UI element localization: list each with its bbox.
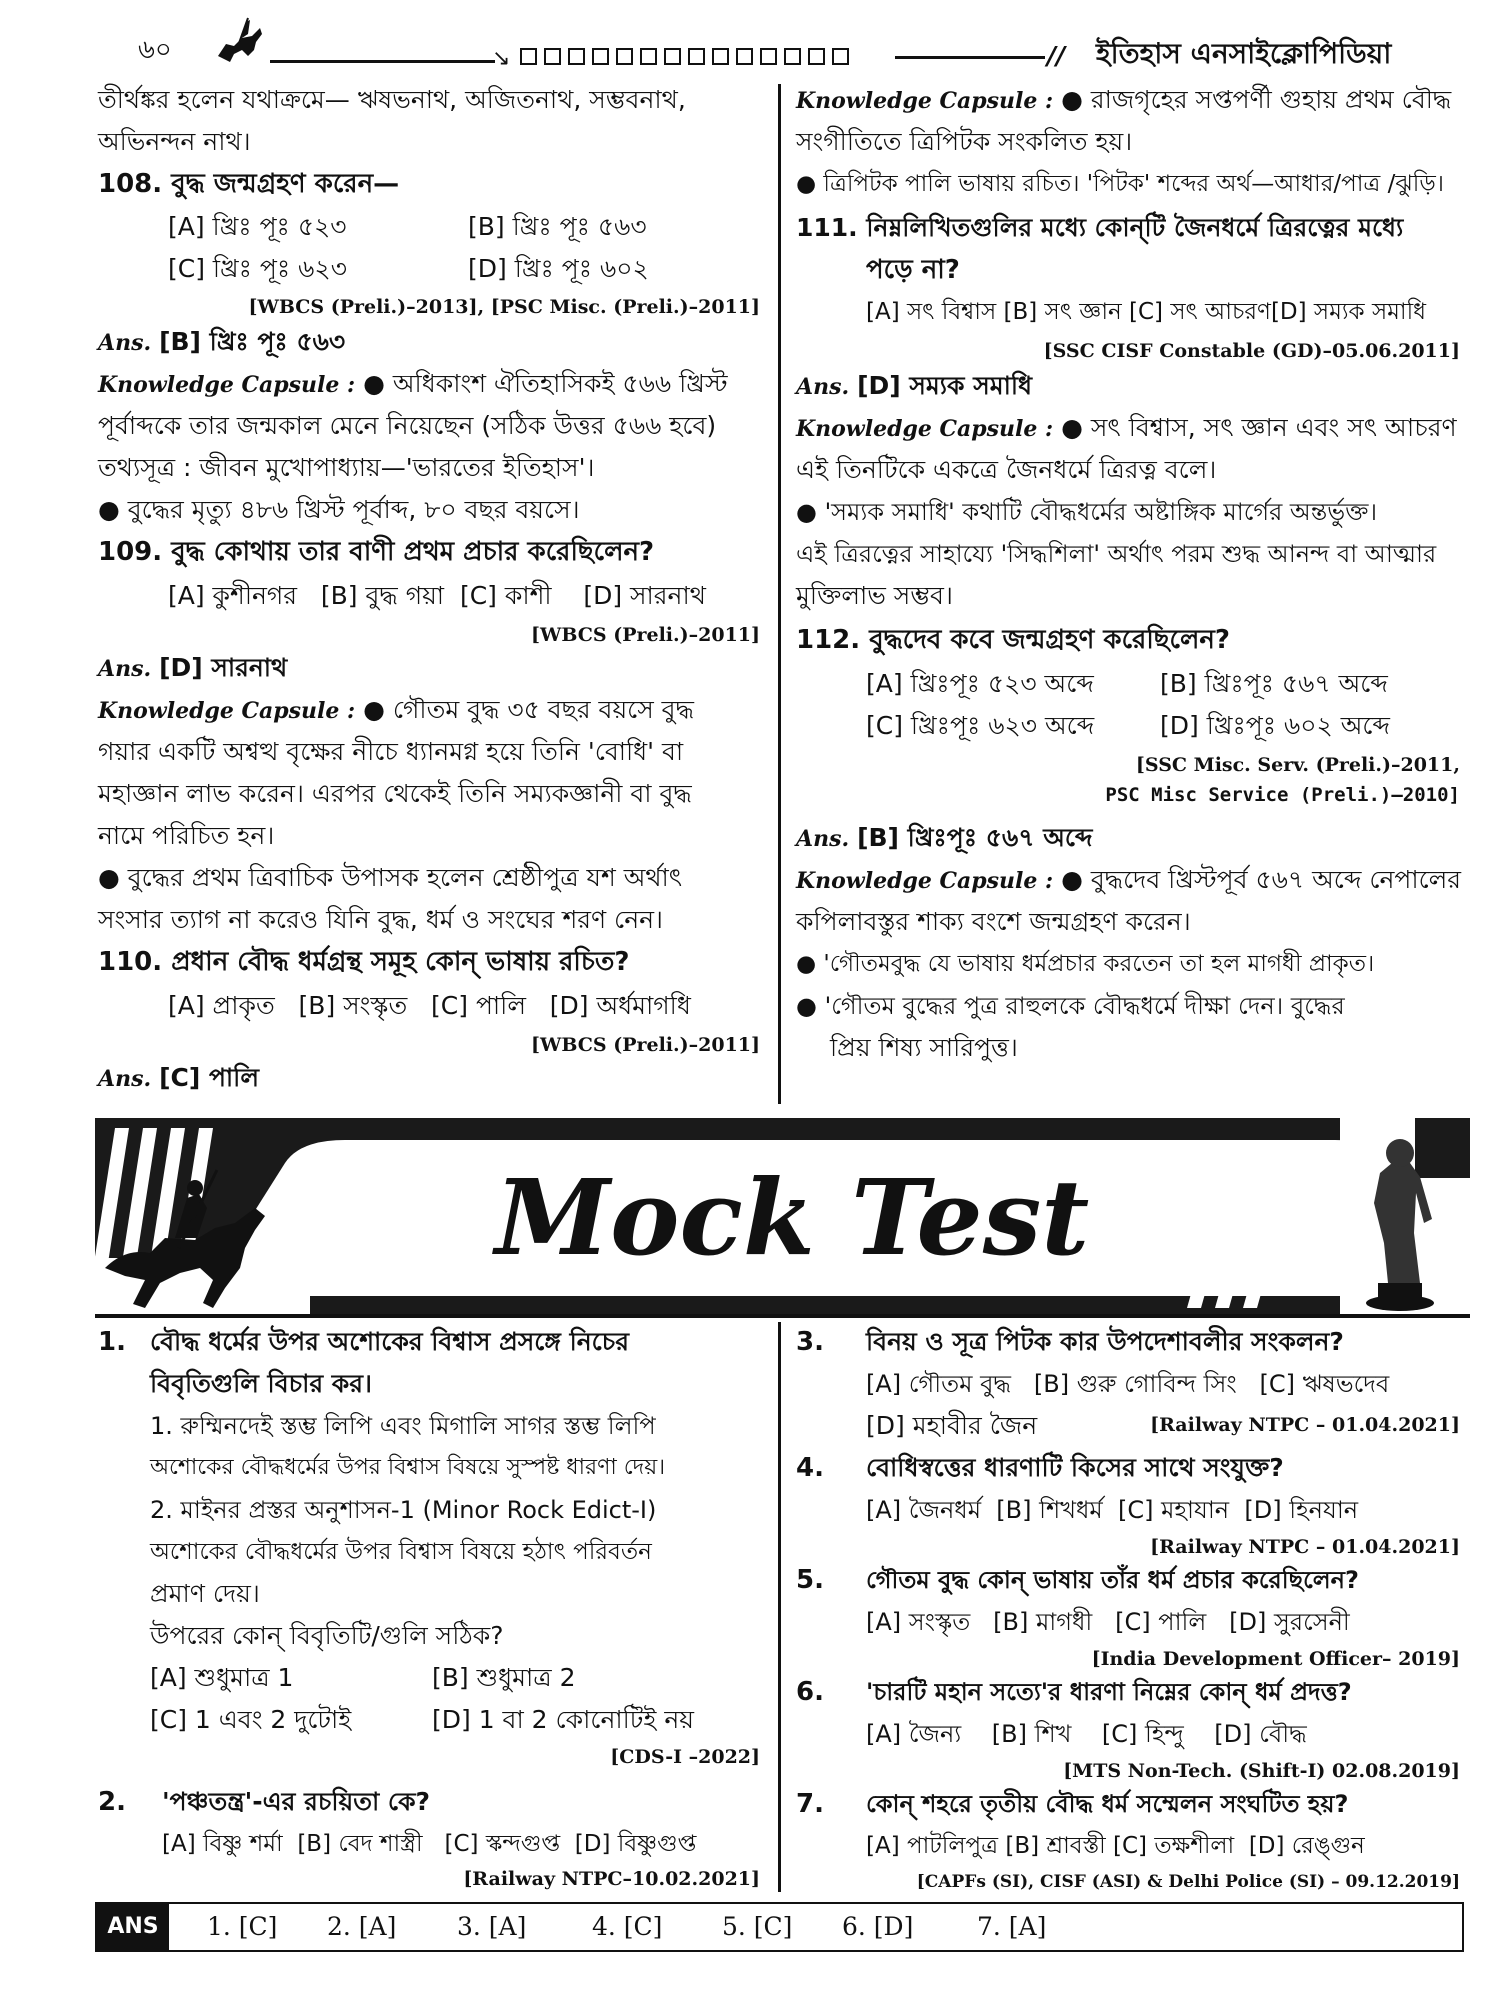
knowledge-capsule: Knowledge Capsule : ● সৎ বিশ্বাস, সৎ জ্ঞান এবং সৎ আচরণ [796, 413, 1457, 442]
capsule-text: পূর্বাব্দকে তার জন্মকাল মেনে নিয়েছেন (সঠিক উত্তর ৫৬৬ হবে) [98, 411, 717, 440]
horse-rider-logo-icon [212, 16, 268, 68]
options: [A] কুশীনগর [B] বুদ্ধ গয়া [C] কাশী [D] সারনাথ [168, 581, 706, 610]
exam-source: [WBCS (Preli.)–2013], [PSC Misc. (Preli.)–2011] [248, 296, 760, 318]
capsule-text: প্রিয় শিষ্য সারিপুত্ত। [830, 1033, 1018, 1062]
answer-key-item: 2. [A] [327, 1912, 397, 1941]
horse-rider-icon [95, 1168, 280, 1318]
mock-q1-text: বিবৃতিগুলি বিচার কর। [150, 1369, 372, 1398]
capsule-text: মহাজ্ঞান লাভ করেন। এরপর থেকেই তিনি সম্যকজ্ঞানী বা বুদ্ধ [98, 779, 692, 808]
capsule-text: ● ত্রিপিটক পালি ভাষায় রচিত। 'পিটক' শব্দের অর্থ—আধার/পাত্র /ঝুড়ি। [796, 171, 1444, 197]
question-112: 112. বুদ্ধদেব কবে জন্মগ্রহণ করেছিলেন? [796, 625, 1230, 655]
mock-q1-ask: উপরের কোন্ বিবৃতিটি/গুলি সঠিক? [150, 1621, 504, 1650]
options: [A] সৎ বিশ্বাস [B] সৎ জ্ঞান [C] সৎ আচরণ[D] সম্যক সমাধি [866, 299, 1427, 325]
question-111: 111. নিম্নলিখিতগুলির মধ্যে কোন্‌টি জৈনধর্মে ত্রিরত্নের মধ্যে [796, 213, 1404, 242]
exam-source: [CAPFs (SI), CISF (ASI) & Delhi Police (SI) – 09.12.2019] [916, 1872, 1460, 1892]
header-squares [520, 44, 890, 68]
book-title: ইতিহাস এনসাইক্লোপিডিয়া [1096, 37, 1392, 70]
mock-q7-number: 7. [796, 1789, 824, 1819]
exam-source: [CDS-I –2022] [610, 1746, 760, 1768]
exam-source: [India Development Officer– 2019] [1091, 1648, 1460, 1670]
question-110: 110. প্রধান বৌদ্ধ ধর্মগ্রন্থ সমূহ কোন্ ভাষায় রচিত? [98, 947, 630, 977]
capsule-text: মুক্তিলাভ সম্ভব। [796, 581, 953, 610]
answer-line: Ans. [D] সারনাথ [98, 653, 288, 682]
options: [A] গৌতম বুদ্ধ [B] গুরু গোবিন্দ সিং [C] ঋষভদেব [866, 1370, 1390, 1398]
mock-q1-text: বৌদ্ধ ধর্মের উপর অশোকের বিশ্বাস প্রসঙ্গে নিচের [150, 1327, 629, 1356]
mock-q4-number: 4. [796, 1453, 824, 1483]
capsule-text: এই ত্রিরত্নের সাহায্যে 'সিদ্ধশিলা' অর্থাৎ পরম শুদ্ধ আনন্দ বা আত্মার [796, 540, 1437, 568]
statement: প্রমাণ দেয়। [150, 1579, 260, 1608]
exam-source: [Railway NTPC – 01.04.2021] [1150, 1536, 1460, 1558]
mock-column-divider [778, 1322, 781, 1892]
knowledge-capsule: Knowledge Capsule : ● রাজগৃহের সপ্তপর্ণী গুহায় প্রথম বৌদ্ধ [796, 85, 1452, 114]
answer-key-label: ANS [97, 1904, 169, 1950]
capsule-text: সংসার ত্যাগ না করেও যিনি বুদ্ধ, ধর্ম ও সংঘের শরণ নেন। [98, 905, 663, 934]
mock-q7-text: কোন্ শহরে তৃতীয় বৌদ্ধ ধর্ম সম্মেলন সংঘটিত হয়? [866, 1790, 1349, 1818]
option: [D] 1 বা 2 কোনোটিই নয় [432, 1705, 694, 1734]
exam-source: [Railway NTPC – 01.04.2021] [1150, 1414, 1460, 1436]
exam-source: [MTS Non-Tech. (Shift-I) 02.08.2019] [1063, 1760, 1460, 1782]
answer-line: Ans. [C] পালি [98, 1063, 259, 1092]
question-109: 109. বুদ্ধ কোথায় তার বাণী প্রথম প্রচার করেছিলেন? [98, 537, 655, 567]
option: [D] খ্রিঃপূঃ ৬০২ অব্দে [1160, 711, 1390, 740]
header-marker: // [1047, 41, 1066, 70]
option: [C] 1 এবং 2 দুটোই [150, 1705, 352, 1734]
exam-source: [SSC Misc. Serv. (Preli.)–2011, [1135, 754, 1460, 776]
option: [C] খ্রিঃ পূঃ ৬২৩ [168, 254, 347, 283]
capsule-text: ● বুদ্ধের প্রথম ত্রিবাচিক উপাসক হলেন শ্রেষ্ঠীপুত্র যশ অর্থাৎ [98, 863, 683, 892]
mock-q1-number: 1. [98, 1327, 126, 1357]
capsule-text: সংগীতিতে ত্রিপিটক সংকলিত হয়। [796, 127, 1133, 156]
mock-q5-text: গৌতম বুদ্ধ কোন্ ভাষায় তাঁর ধর্ম প্রচার করেছিলেন? [866, 1566, 1359, 1594]
statement: 2. মাইনর প্রস্তর অনুশাসন-1 (Minor Rock Edict-I) [150, 1496, 657, 1524]
statement: অশোকের বৌদ্ধধর্মের উপর বিশ্বাস বিষয়ে সুস্পষ্ট ধারণা দেয়। [150, 1455, 666, 1480]
option: [A] খ্রিঃপূঃ ৫২৩ অব্দে [866, 669, 1094, 698]
capsule-text: এই তিনটিকে একত্রে জৈনধর্মে ত্রিরত্ন বলে। [796, 455, 1217, 484]
options: [A] সংস্কৃত [B] মাগধী [C] পালি [D] সুরসেনী [866, 1608, 1350, 1636]
header-rule [270, 60, 495, 63]
option: [D] মহাবীর জৈন [866, 1411, 1038, 1440]
page-number: ৬০ [138, 35, 172, 65]
intro-line: অভিনন্দন নাথ। [98, 127, 251, 156]
answer-key-item: 3. [A] [457, 1912, 527, 1941]
option: [D] খ্রিঃ পূঃ ৬০২ [468, 254, 649, 283]
exam-source: [SSC CISF Constable (GD)–05.06.2011] [1043, 340, 1460, 362]
answer-key-item: 7. [A] [977, 1912, 1047, 1941]
option: [A] শুধুমাত্র 1 [150, 1663, 294, 1692]
mock-q3-text: বিনয় ও সূত্র পিটক কার উপদেশাবলীর সংকলন? [866, 1327, 1344, 1356]
mock-test-banner [95, 1118, 1470, 1318]
banner-title: Mock Test [495, 1156, 1090, 1279]
mock-q2-number: 2. [98, 1787, 126, 1817]
exam-source: PSC Misc Service (Preli.)–2010] [1105, 784, 1460, 806]
answer-key-bar [95, 1902, 1464, 1952]
exam-source: [Railway NTPC–10.02.2021] [463, 1868, 760, 1890]
intro-line: তীর্থঙ্কর হলেন যথাক্রমে— ঋষভনাথ, অজিতনাথ, সম্ভবনাথ, [98, 85, 686, 114]
option: [A] খ্রিঃ পূঃ ৫২৩ [168, 212, 347, 241]
option: [C] খ্রিঃপূঃ ৬২৩ অব্দে [866, 711, 1095, 740]
question-108: 108. বুদ্ধ জন্মগ্রহণ করেন— [98, 169, 400, 199]
statement: অশোকের বৌদ্ধধর্মের উপর বিশ্বাস বিষয়ে হঠাৎ পরিবর্তন [150, 1539, 652, 1565]
options: [A] প্রাকৃত [B] সংস্কৃত [C] পালি [D] অর্ধমাগধি [168, 991, 691, 1020]
mock-q2-text: 'পঞ্চতন্ত্র'-এর রচয়িতা কে? [162, 1787, 431, 1816]
option: [B] শুধুমাত্র 2 [432, 1663, 576, 1692]
statue-icon [1340, 1133, 1460, 1313]
mock-q4-text: বোধিস্বত্তের ধারণাটি কিসের সাথে সংযুক্ত? [866, 1453, 1284, 1482]
capsule-text: ● 'গৌতম বুদ্ধের পুত্র রাহুলকে বৌদ্ধধর্মে দীক্ষা দেন। বুদ্ধের [796, 992, 1345, 1020]
capsule-text: গয়ার একটি অশ্বত্থ বৃক্ষের নীচে ধ্যানমগ্ন হয়ে তিনি 'বোধি' বা [98, 737, 684, 766]
header-arrow: ↘ [492, 46, 511, 71]
answer-key-item: 1. [C] [207, 1912, 278, 1941]
capsule-text: নামে পরিচিত হন। [98, 821, 275, 850]
options: [A] জৈনধর্ম [B] শিখধর্ম [C] মহাযান [D] হিনযান [866, 1496, 1359, 1524]
answer-key-item: 6. [D] [842, 1912, 914, 1941]
answer-line: Ans. [B] খ্রিঃ পূঃ ৫৬৩ [98, 327, 346, 356]
answer-key-item: 4. [C] [592, 1912, 663, 1941]
capsule-text: তথ্যসূত্র : জীবন মুখোপাধ্যায়—'ভারতের ইতিহাস'। [98, 453, 595, 482]
mock-q6-number: 6. [796, 1677, 824, 1707]
capsule-text: কপিলাবস্তুর শাক্য বংশে জন্মগ্রহণ করেন। [796, 907, 1191, 936]
capsule-text: ● 'গৌতমবুদ্ধ যে ভাষায় ধর্মপ্রচার করতেন তা হল মাগধী প্রাকৃত। [796, 951, 1375, 977]
options: [A] জৈন্য [B] শিখ [C] হিন্দু [D] বৌদ্ধ [866, 1720, 1307, 1748]
mock-q5-number: 5. [796, 1565, 824, 1595]
answer-line: Ans. [D] সম্যক সমাধি [796, 371, 1033, 400]
knowledge-capsule: Knowledge Capsule : ● বুদ্ধদেব খ্রিস্টপূর্ব ৫৬৭ অব্দে নেপালের [796, 865, 1462, 894]
options: [A] বিষ্ণু শর্মা [B] বেদ শাস্ত্রী [C] স্কন্দগুপ্ত [D] বিষ্ণুগুপ্ত [162, 1831, 697, 1857]
header-rule-right [895, 56, 1045, 59]
knowledge-capsule: Knowledge Capsule : ● অধিকাংশ ঐতিহাসিকই ৫৬৬ খ্রিস্ট [98, 369, 728, 398]
knowledge-capsule: Knowledge Capsule : ● গৌতম বুদ্ধ ৩৫ বছর বয়সে বুদ্ধ [98, 695, 694, 724]
question-111-cont: পড়ে না? [866, 255, 960, 285]
exam-source: [WBCS (Preli.)–2011] [531, 1034, 760, 1056]
mock-q6-text: 'চারটি মহান সত্যে'র ধারণা নিম্নের কোন্ ধর্ম প্রদত্ত? [866, 1678, 1352, 1706]
answer-line: Ans. [B] খ্রিঃপূঃ ৫৬৭ অব্দে [796, 823, 1093, 852]
capsule-text: ● 'সম্যক সমাধি' কথাটি বৌদ্ধধর্মের অষ্টাঙ্গিক মার্গের অন্তর্ভুক্ত। [796, 498, 1378, 526]
statement: 1. রুম্মিনদেই স্তম্ভ লিপি এবং মিগালি সাগর স্তম্ভ লিপি [150, 1412, 656, 1440]
mock-q3-number: 3. [796, 1327, 824, 1357]
answer-key-item: 5. [C] [722, 1912, 793, 1941]
options: [A] পাটলিপুত্র [B] শ্রাবস্তী [C] তক্ষশীলা [D] রেঙ্গুন [866, 1833, 1365, 1859]
option: [B] খ্রিঃপূঃ ৫৬৭ অব্দে [1160, 669, 1388, 698]
column-divider [778, 84, 781, 1104]
option: [B] খ্রিঃ পূঃ ৫৬৩ [468, 212, 647, 241]
exam-source: [WBCS (Preli.)–2011] [531, 624, 760, 646]
capsule-text: ● বুদ্ধের মৃত্যু ৪৮৬ খ্রিস্ট পূর্বাব্দ, ৮০ বছর বয়সে। [98, 495, 580, 524]
